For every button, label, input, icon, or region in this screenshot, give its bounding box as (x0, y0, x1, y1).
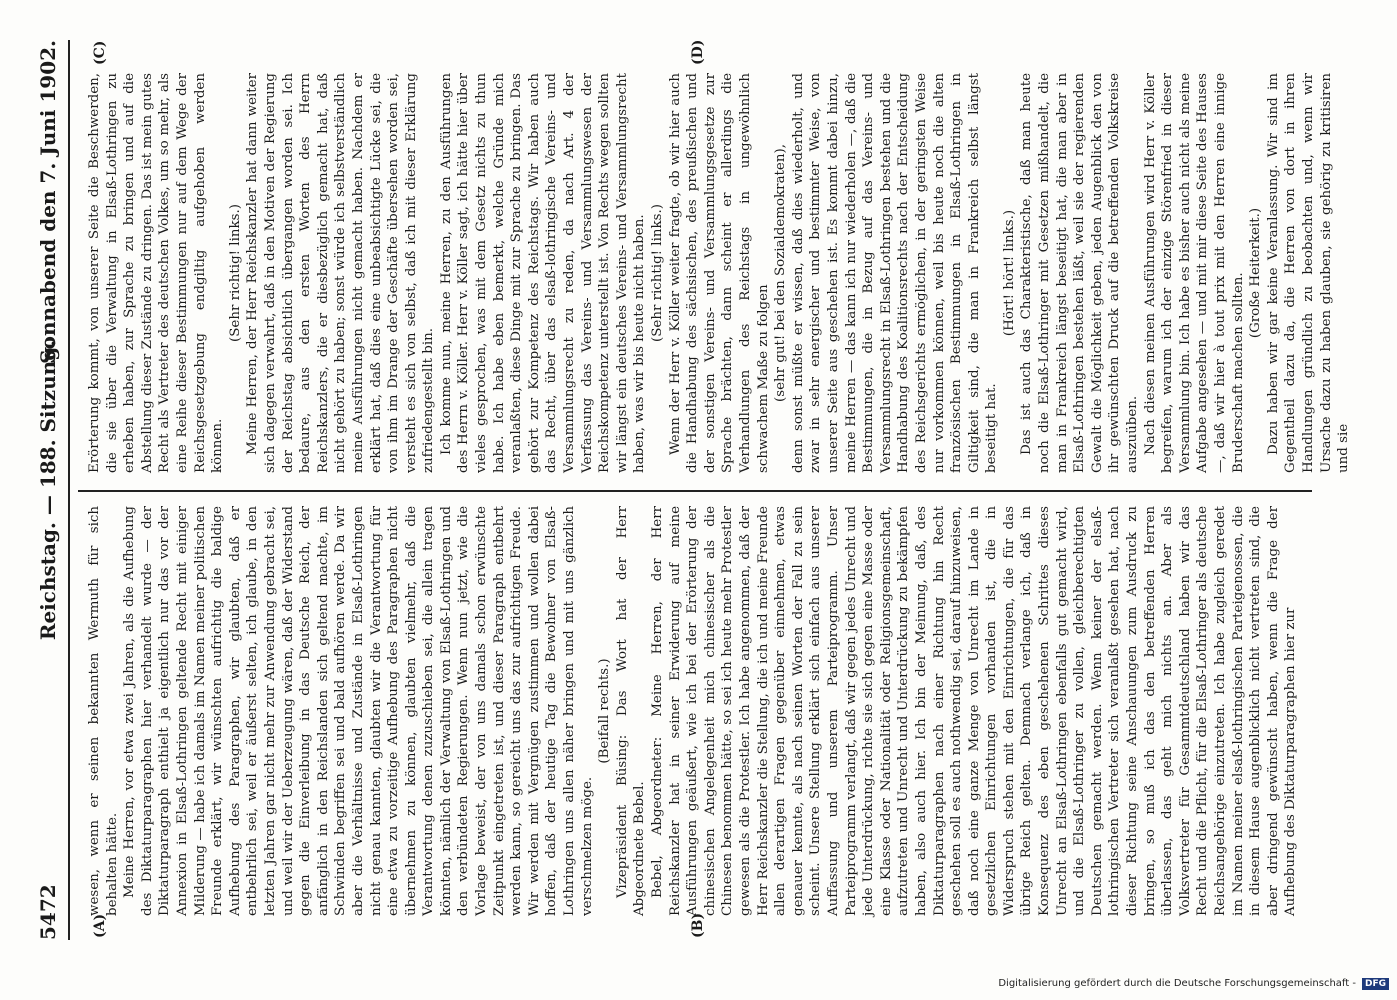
paragraph: Dazu haben wir gar keine Veranlassung. Wir sind im Gegentheil dazu da, die Herren von dort in ihren Handlungen gründlich zu beobachten und, wenn wir Ursache dazu zu haben glauben, sie gehörig zu kritisiren und sie (1265, 73, 1352, 473)
paragraph: (Hört! hört! links.) (1001, 209, 1017, 337)
digitization-footer (300, 978, 1389, 990)
paragraph: Das ist auch das Charakteristische, daß man heute noch die Elsaß-Lothringer mit Gesetzen mißhandelt, die man in Frankreich längst beseitigt hat, die man aber in Elsaß-Lothringen bestehen läßt, weil sie der regierenden Gewalt die Möglichkeit geben, jeden Augenblick den von ihr gewünschten Druck auf die betreffenden Volkskreise auszuüben. (1019, 73, 1141, 473)
footer-credit: Digitalisierung gefördert durch die Deutsche Forschungsgemeinschaft - (998, 978, 1356, 989)
margin-marker-d: (D) (690, 39, 706, 65)
paragraph: Vizepräsident Büsing: Das Wort hat der Herr Abgeordnete Bebel. (614, 506, 648, 916)
column-divider (78, 490, 1312, 492)
dfg-logo: DFG (1362, 978, 1389, 990)
paragraph: (Beifall rechts.) (597, 658, 613, 764)
right-text-column (86, 73, 1352, 473)
margin-marker-c: (C) (92, 40, 108, 65)
left-text-column (86, 506, 1312, 916)
paragraph: wesen, wenn er seinen bekannten Wermuth für sich behalten hätte. (87, 506, 120, 916)
paragraph: Nach diesen meinen Ausführungen wird Herr v. Köller begreifen, warum ich der einzige Störenfried in dieser Versammlung bin. Ich habe es bisher auch nicht als meine Aufgabe angesehen — und mit mir diese Seite des Hauses —, daß wir hier à tout prix mit den Herren eine innige Bruderschaft machen sollten. (1142, 73, 1246, 473)
paragraph: (Sehr richtig! links.) (227, 204, 243, 342)
paragraph: (Große Heiterkeit.) (1248, 207, 1264, 339)
paragraph: Bebel, Abgeordneter: Meine Herren, der Herr Reichskanzler hat in seiner Erwiderung auf meine Ausführungen geäußert, wie ich bei der Erörterung der chinesischen Angelegenheit mich chinesischer als die Chinesen benommen hätte, so sei ich heute mehr Protestler gewesen als die Protestler. Ich habe angenommen, daß der Herr Reichskanzler die Stellung, die ich und meine Freunde allen derartigen Fragen gegenüber einnehmen, etwas genauer kennte, als nach seinen Worten der Fall zu sein scheint. Unsere Stellung erklärt sich einfach aus unserer Auffassung und unserem Parteiprogramm. Unser Parteiprogramm verlangt, daß wir gegen jedes Unrecht und jede Unterdrückung, richte sie sich gegen eine Masse oder eine Klasse oder Nationalität oder Religionsgemeinschaft, aufzutreten und Unrecht und Unterdrückung zu bekämpfen haben, also auch hier. Ich bin der Meinung, daß, des Diktaturparagraphen nach einer Richtung hin Recht geschehen soll es auch nothwendig sei, darauf hinzuweisen, daß noch eine ganze Menge von Unrecht im Lande in gesetzlichen Einrichtungen vorhanden ist, die in Widerspruch stehen mit den Einrichtungen, die für das übrige Reich gelten. Demnach verlange ich, daß in Konsequenz des eben geschehenen Schrittes dieses Unrecht an Elsaß-Lothringen ebenfalls gut gemacht wird, und die Elsaß-Lothringer zu vollen, gleichberechtigten Deutschen gemacht werden. Wenn keiner der elsaß-lothringischen Vertreter sich veranlaßt gesehen hat, nach dieser Richtung seine Anschauungen zum Ausdruck zu bringen, so muß ich das den betreffenden Herren überlassen, das geht mich nichts an. Aber als Volksvertreter für Gesammtdeutschland haben wir das Recht und die Pflicht, für die Elsaß-Lothringer als deutsche Reichsangehörige einzutreten. Ich habe zugleich geredet im Namen meiner elsaß-lothringischen Parteigenossen, die in diesem Hause augenblicklich nicht vertreten sind, die aber dringend gewünscht haben, wenn die Frage der Aufhebung des Diktaturparagraphen hier zur (650, 506, 1299, 916)
margin-marker-a: (A) (92, 913, 108, 938)
paragraph: Meine Herren, der Herr Reichskanzler hat dann weiter sich dagegen verwahrt, daß in den Motiven der Regierung der Reichstag absichtlich übergangen worden sei. Ich bedaure, aus den ersten Worten des Herrn Reichskanzlers, die er diesbezüglich gemacht hat, daß nicht gehört zu haben; sonst würde ich selbstverständlich meine Ausführungen nicht gemacht haben. Nachdem er erklärt hat, daß dies eine unbeabsichtigte Lücke sei, die von ihm im Drange der Geschäfte übersehen worden sei, versteht es sich von selbst, daß ich mit dieser Erklärung zufriedengestellt bin. (245, 73, 437, 473)
paragraph: Meine Herren, vor etwa zwei Jahren, als die Aufhebung des Diktaturparagraphen hier verhandelt wurde — der Diktaturparagraph enthielt ja eigentlich nur das vor der Annexion in Elsaß-Lothringen geltende Recht mit einiger Milderung — habe ich damals im Namen meiner politischen Freunde erklärt, wir wünschten aufrichtig die baldige Aufhebung des Paragraphen, wir glaubten, daß er entbehrlich sei, weil er äußerst selten, ich glaube, in den letzten Jahren gar nicht mehr zur Anwendung gebracht sei, und weil wir der Ueberzeugung wären, daß der Widerstand gegen die Einverleibung in das Deutsche Reich, der anfänglich in den Reichslanden sich geltend machte, im Schwinden begriffen sei und bald aufhören werde. Da wir aber die Verhältnisse und Zustände in Elsaß-Lothringen nicht genau kannten, glaubten wir die Verantwortung für eine etwa zu vorzeitige Aufhebung des Paragraphen nicht übernehmen zu können, glaubten vielmehr, daß die Verantwortung denen zuzuschieben sei, die allein tragen könnten, nämlich der Verwaltung von Elsaß-Lothringen und den verbündeten Regierungen. Wenn nun jetzt, wie die Vorlage beweist, der von uns damals schon erwünschte Zeitpunkt eingetreten ist, und dieser Paragraph entbehrt werden kann, so gereicht uns das zur aufrichtigen Freude. Wir werden mit Vergnügen zustimmen und wollen dabei hoffen, daß der heutige Tag die Bewohner von Elsaß-Lothringen uns allen näher bringen und mit uns gänzlich verschmelzen möge. (122, 506, 595, 916)
paragraph: Erörterung kommt, von unserer Seite die Beschwerden, die sie über die Verwaltung in Elsaß-Lothringen zu erheben haben, zur Sprache zu bringen und auf die Abstellung dieser Zustände zu dringen. Das ist mein gutes Recht als Vertreter des deutschen Volkes, um so mehr, als eine Reihe dieser Bestimmungen nur auf dem Wege der Reichsgesetzgebung endgiltig aufgehoben werden können. (87, 73, 226, 473)
margin-marker-b: (B) (690, 912, 706, 938)
paragraph: Wenn der Herr v. Köller weiter fragte, ob wir hier auch die Handhabung des sächsischen, des preußischen und der sonstigen Vereins- und Versammlungsgesetze zur Sprache brächten, dann scheint er allerdings die Verhandlungen des Reichstags in ungewöhnlich schwachem Maße zu folgen (667, 73, 771, 473)
paragraph: (Sehr richtig! links.) (650, 204, 665, 342)
page-header (28, 40, 70, 940)
paragraph: (sehr gut! bei den Sozialdemokraten), (773, 144, 789, 402)
page-number: 5472 (36, 884, 60, 940)
session-date: Sonnabend den 7. Juni 1902. (36, 40, 60, 364)
paragraph: Ich komme nun, meine Herren, zu den Ausführungen des Herrn v. Köller. Herr v. Köller sagt, ich hätte hier über vieles gesprochen, was mit dem Gesetz nichts zu thun habe. Ich habe eben bemerkt, welche Gründe mich veranlaßten, diese Dinge mit zur Sprache zu bringen. Das gehört zur Kompetenz des Reichstags. Wir haben auch das Recht, über das elsaß-lothringische Vereins- und Versammlungsrecht zu reden, da nach Art. 4 der Verfassung das Vereins- und Versammlungswesen der Reichskompetenz unterstellt ist. Von Rechts wegen sollten wir längst ein deutsches Vereins- und Versammlungsrecht haben, was wir bis heute nicht haben. (438, 73, 648, 473)
paragraph: denn sonst müßte er wissen, daß dies wiederholt, und zwar in sehr energischer und bestimmter Weise, von unserer Seite aus geschehen ist. Es kommt dabei hinzu, meine Herren — das kann ich nur wiederholen —, daß die Bestimmungen, die in Bezug auf das Vereins- und Versammlungsrecht in Elsaß-Lothringen bestehen und die Handhabung des Koalitionsrechts nach der Entscheidung des Reichsgerichts ermöglichen, in der geringsten Weise nur vorkommen können, weil bis heute noch die alten französischen Bestimmungen in Elsaß-Lothringen in Giltigkeit sind, die man in Frankreich selbst längst beseitigt hat. (790, 73, 1000, 473)
session-title: Reichstag. — 188. Sitzung. (36, 339, 60, 641)
